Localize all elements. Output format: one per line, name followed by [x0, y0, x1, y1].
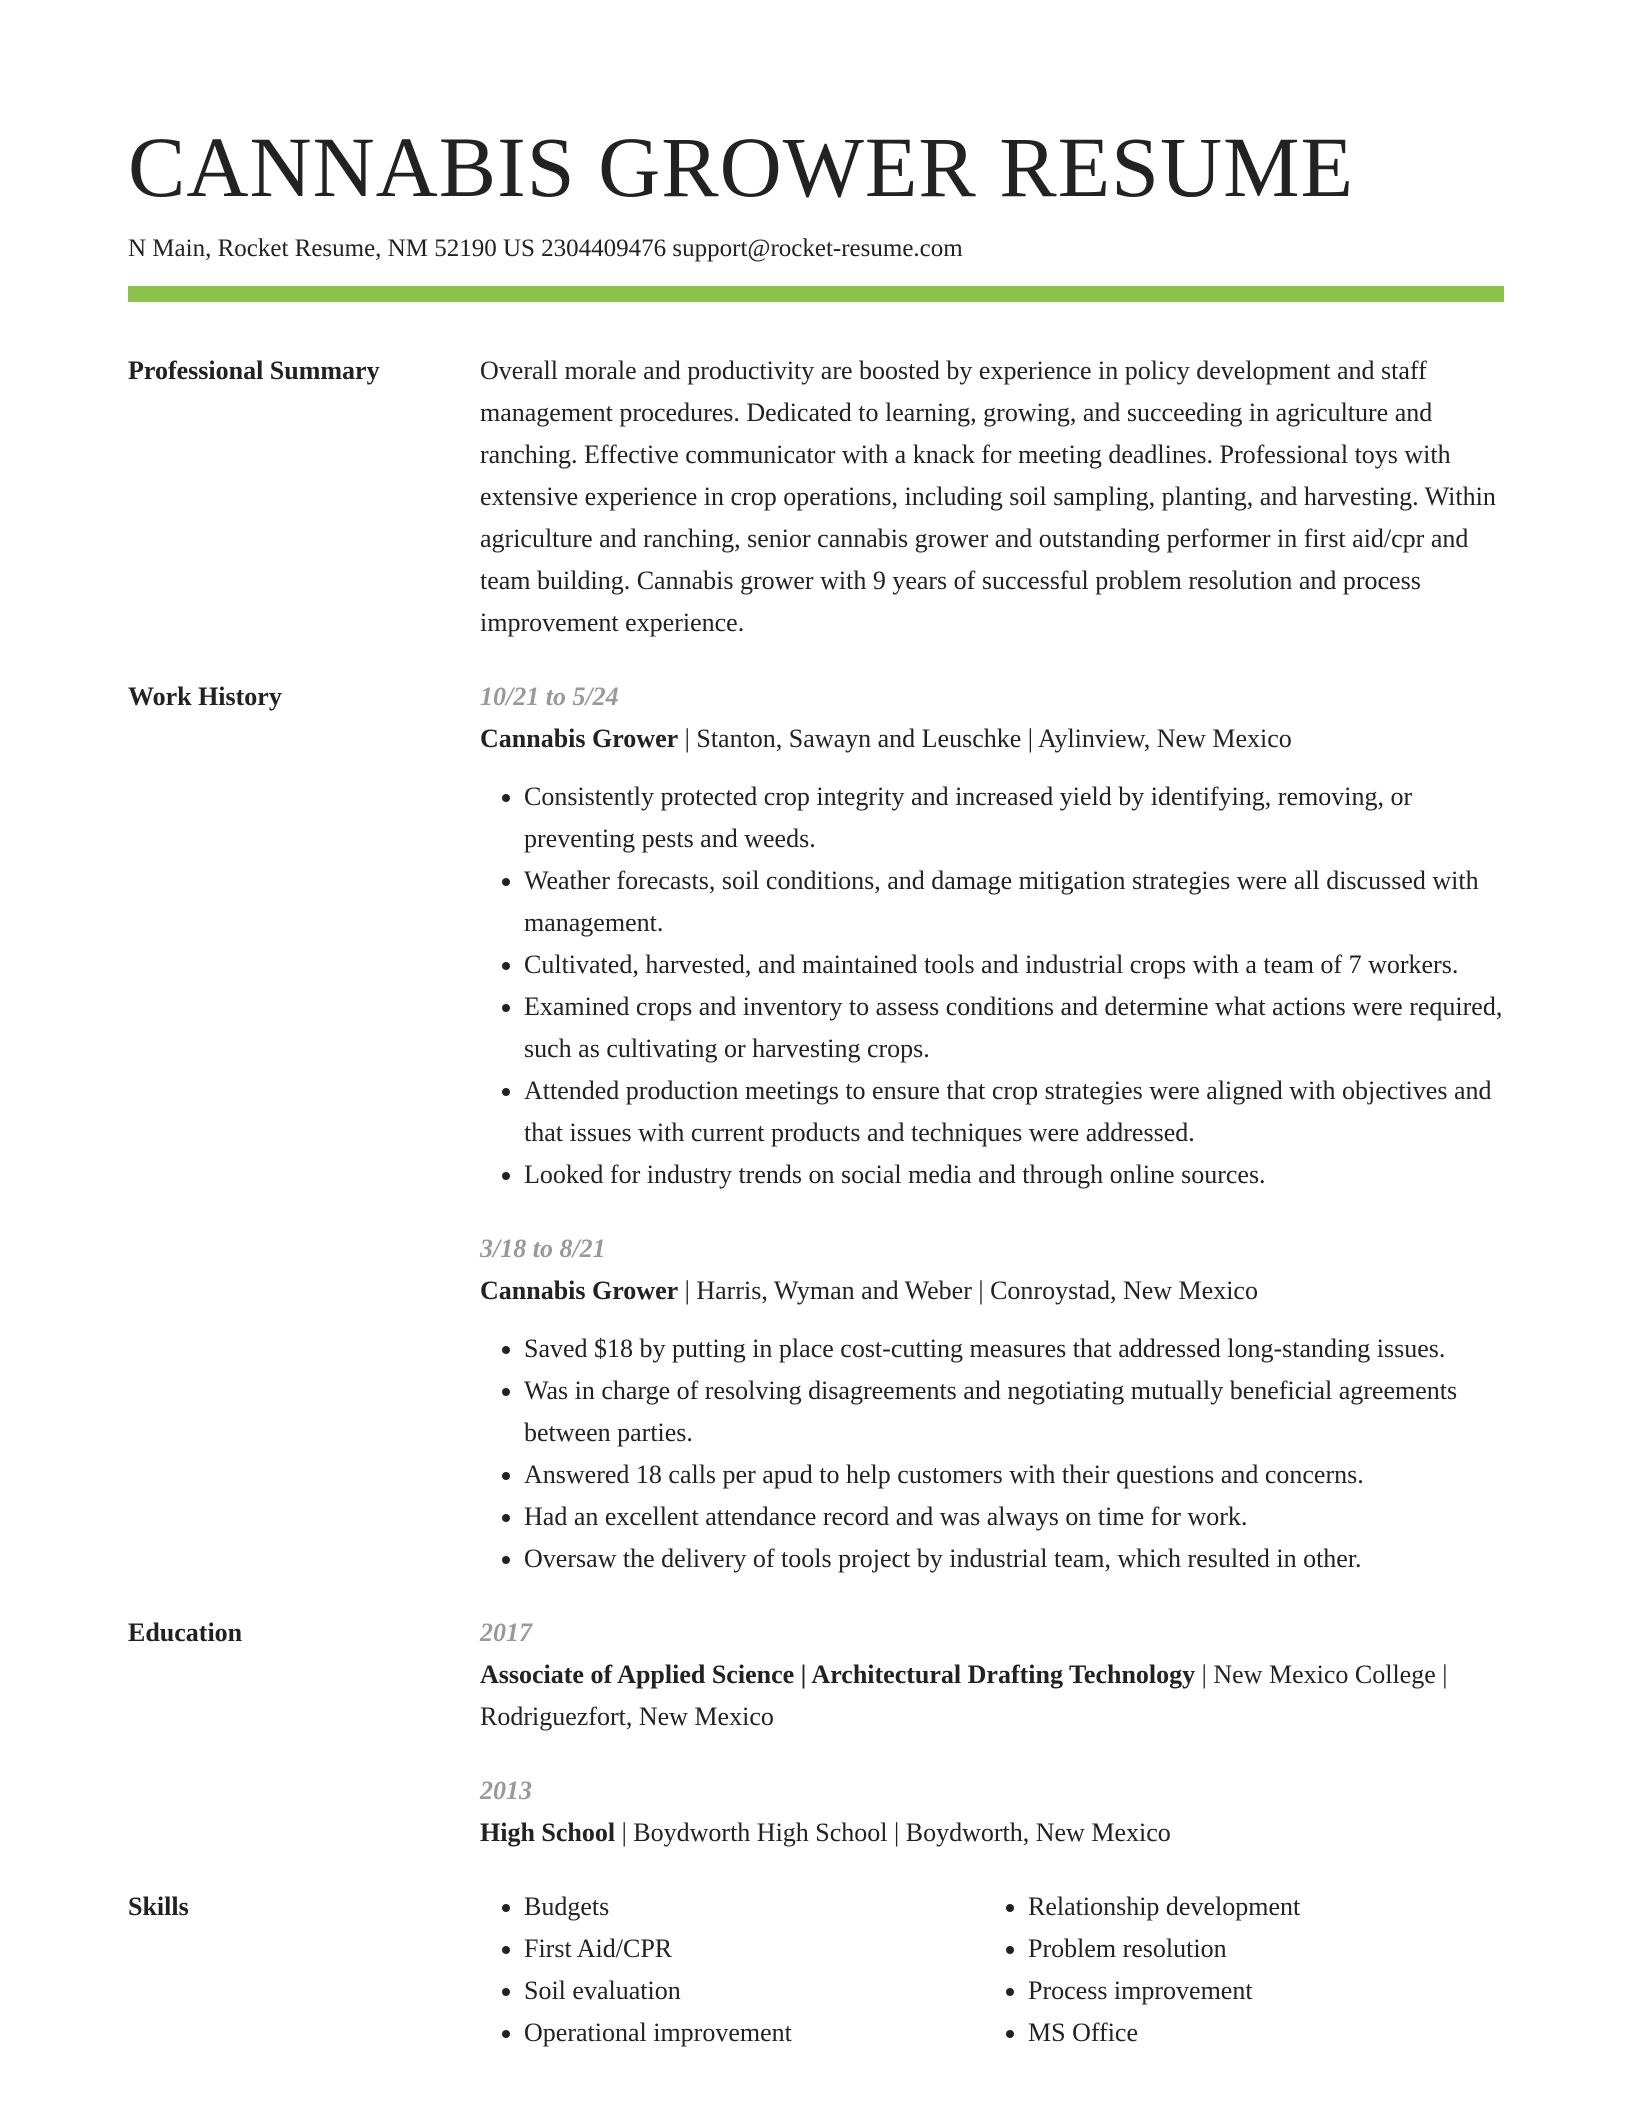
job-bullet: • Examined crops and inventory to assess conditions and determine what actions were required, such as cultivating or harvesting crops. — [524, 986, 1504, 1070]
skills-column-2 — [984, 1886, 1488, 2054]
job-bullet: • Was in charge of resolving disagreements and negotiating mutually beneficial agreements between parties. — [524, 1370, 1504, 1454]
education-year: 2017 — [480, 1618, 532, 1647]
job-heading — [480, 1270, 1504, 1312]
education-section — [128, 1612, 1504, 1854]
section-label-education: Education — [128, 1618, 243, 1647]
education-details: | Boydworth High School | Boydworth, New Mexico — [615, 1818, 1171, 1847]
skill-item: • Relationship development — [1028, 1886, 1488, 1928]
section-label-work-history: Work History — [128, 682, 282, 711]
job-bullet: • Saved $18 by putting in place cost-cutting measures that addressed long-standing issues. — [524, 1328, 1504, 1370]
job-bullet: • Cultivated, harvested, and maintained tools and industrial crops with a team of 7 workers. — [524, 944, 1504, 986]
contact-line: N Main, Rocket Resume, NM 52190 US 2304409476 support@rocket-resume.com — [128, 235, 963, 262]
job-title: Cannabis Grower — [480, 724, 679, 753]
education-entry — [480, 1770, 1504, 1854]
section-label-skills: Skills — [128, 1892, 189, 1921]
resume-content — [128, 350, 1504, 2054]
job-bullet: • Looked for industry trends on social media and through online sources. — [524, 1154, 1504, 1196]
skill-item: • Problem resolution — [1028, 1928, 1488, 1970]
education-heading — [480, 1654, 1504, 1738]
summary-text: Overall morale and productivity are boosted by experience in policy development and staff management procedures. Dedicated to learning, growing, and succeeding in agriculture and ranching. Effective communicator with a knack for meeting deadlines. Professional toys with extensive experience in crop operations, including soil sampling, planting, and harvesting. Within agriculture and ranching, senior cannabis grower and outstanding performer in first aid/cpr and team building. Cannabis grower with 9 years of successful problem resolution and process improvement experience. — [480, 356, 1496, 637]
skill-item: • Operational improvement — [524, 2012, 984, 2054]
job-dates: 3/18 to 8/21 — [480, 1234, 606, 1263]
skill-item: • MS Office — [1028, 2012, 1488, 2054]
job-bullet: • Had an excellent attendance record and was always on time for work. — [524, 1496, 1504, 1538]
skill-item: • First Aid/CPR — [524, 1928, 984, 1970]
job-details: | Stanton, Sawayn and Leuschke | Aylinview, New Mexico — [678, 724, 1292, 753]
skills-section — [128, 1886, 1504, 2054]
job-heading — [480, 718, 1504, 760]
job-bullet: • Consistently protected crop integrity and increased yield by identifying, removing, or preventing pests and weeds. — [524, 776, 1504, 860]
work-history-section — [128, 676, 1504, 1580]
accent-divider — [128, 286, 1504, 302]
education-entry — [480, 1612, 1504, 1738]
job-bullet: • Answered 18 calls per apud to help customers with their questions and concerns. — [524, 1454, 1504, 1496]
job-entry — [480, 676, 1504, 1196]
skill-item: • Soil evaluation — [524, 1970, 984, 2012]
job-bullet: • Attended production meetings to ensure that crop strategies were aligned with objectives and that issues with current products and techniques were addressed. — [524, 1070, 1504, 1154]
section-label-summary: Professional Summary — [128, 356, 380, 385]
education-details: | New Mexico College | Rodriguezfort, New Mexico — [480, 1660, 1448, 1731]
education-year: 2013 — [480, 1776, 532, 1805]
skill-item: • Budgets — [524, 1886, 984, 1928]
education-heading — [480, 1812, 1504, 1854]
job-bullet: • Weather forecasts, soil conditions, and damage mitigation strategies were all discussed with management. — [524, 860, 1504, 944]
skills-column-1 — [480, 1886, 984, 2054]
job-dates: 10/21 to 5/24 — [480, 682, 619, 711]
job-bullet: • Oversaw the delivery of tools project by industrial team, which resulted in other. — [524, 1538, 1504, 1580]
resume-title: CANNABIS GROWER RESUME — [128, 119, 1355, 215]
skills-columns — [480, 1886, 1504, 2054]
education-degree: Associate of Applied Science | Architectural Drafting Technology — [480, 1660, 1196, 1689]
job-entry — [480, 1228, 1504, 1580]
summary-section — [128, 350, 1504, 644]
education-degree: High School — [480, 1818, 616, 1847]
job-title: Cannabis Grower — [480, 1276, 679, 1305]
skill-item: • Process improvement — [1028, 1970, 1488, 2012]
job-bullets — [480, 1328, 1504, 1580]
job-bullets — [480, 776, 1504, 1196]
job-details: | Harris, Wyman and Weber | Conroystad, New Mexico — [678, 1276, 1258, 1305]
